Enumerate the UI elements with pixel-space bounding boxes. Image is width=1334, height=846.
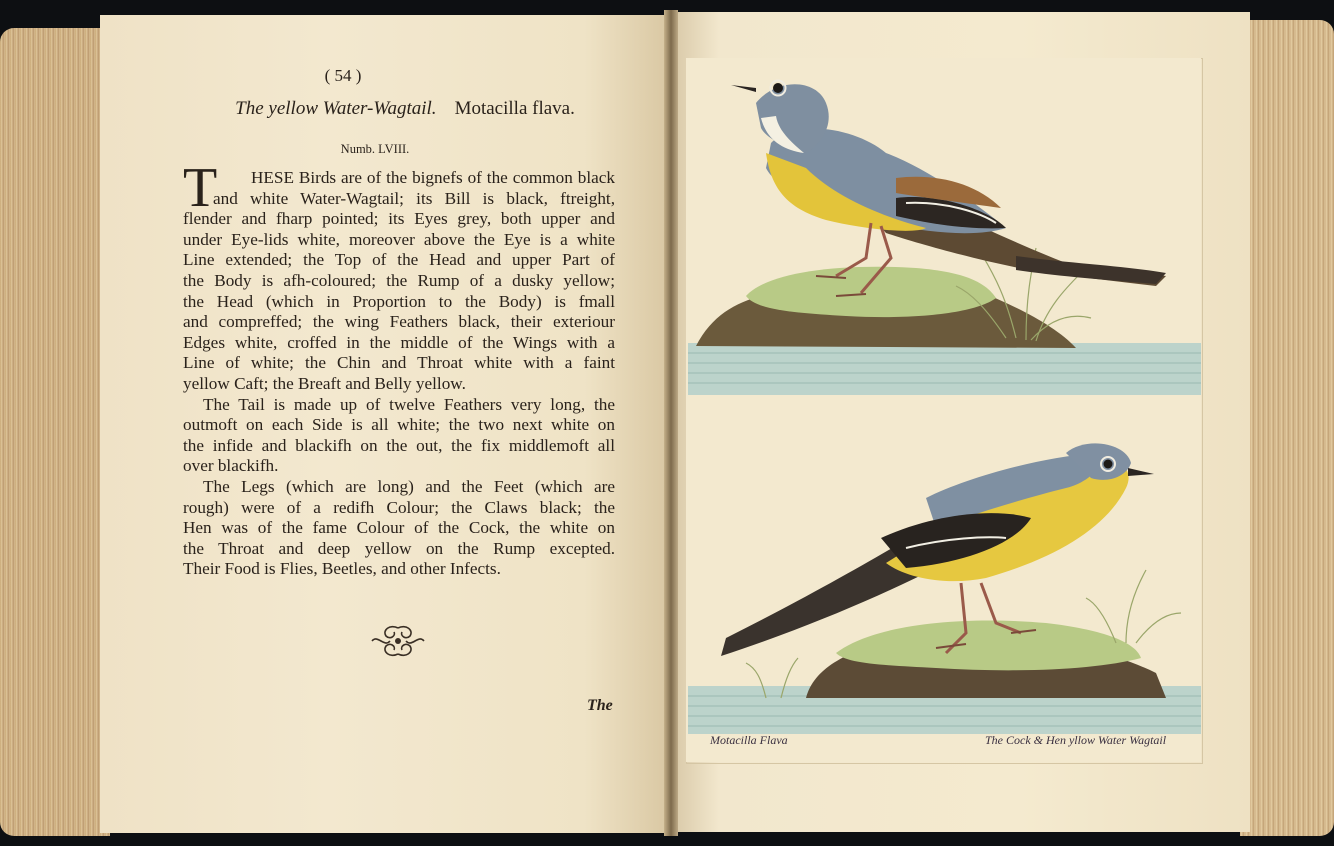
text-line: over blackifh. xyxy=(183,456,279,476)
book-gutter xyxy=(664,10,678,836)
text-line: the Throat and deep yellow on the Rump excepted. xyxy=(183,538,615,558)
left-page-edges xyxy=(0,28,110,836)
text-line: the Body is afh-coloured; the Rump of a dusky yellow; xyxy=(183,270,615,290)
text-line: The Legs (which are long) and the Feet (which are xyxy=(203,476,615,496)
text-line: HESE Birds are of the bignefs of the common black xyxy=(251,168,615,187)
ornament-icon xyxy=(368,622,428,660)
entry-number: Numb. LVIII. xyxy=(340,142,410,156)
text-line: Hen was of the fame Colour of the Cock, the white on xyxy=(183,518,615,538)
text-line: Their Food is Flies, Beetles, and other Infects. xyxy=(183,559,501,579)
page-title xyxy=(175,98,635,120)
text-line: the Head (which in Proportion to the Body) is fmall xyxy=(183,291,615,311)
plate-caption-english: The Cock & Hen yllow Water Wagtail xyxy=(985,733,1167,747)
text-line: under Eye-lids white, moreover above the Eye is a white xyxy=(183,229,615,249)
text-line: Line extended; the Top of the Head and upper Part of xyxy=(183,250,615,270)
text-line: Line of white; the Chin and Throat white with a faint xyxy=(183,353,615,373)
drop-cap: T xyxy=(183,157,218,219)
text-line: the infide and blackifh on the out, the fix middlemoft all xyxy=(183,435,615,455)
text-line: and compreffed; the wing Feathers black, their exteriour xyxy=(183,312,615,332)
title-latin: Motacilla flava. xyxy=(454,98,575,119)
right-page-edges xyxy=(1240,20,1334,836)
title-english: The yellow Water-Wagtail. xyxy=(235,98,437,119)
catchword: The xyxy=(587,697,613,714)
upper-water xyxy=(688,343,1201,395)
plate-caption-latin: Motacilla Flava xyxy=(710,733,788,747)
text-line: rough) were of a redifh Colour; the Claws black; the xyxy=(183,497,615,517)
text-line: Edges white, croffed in the middle of the Wings with a xyxy=(183,332,615,352)
text-line: The Tail is made up of twelve Feathers very long, the xyxy=(203,394,615,414)
bird-illustration xyxy=(686,58,1201,762)
text-line: yellow Caft; the Breaft and Belly yellow. xyxy=(183,373,466,393)
body-text xyxy=(183,168,615,580)
text-line: outmoft on each Side is all white; the two next white on xyxy=(183,415,615,435)
text-line: and white Water-Wagtail; its Bill is black, ftreight, xyxy=(213,188,615,208)
page-number: ( 54 ) xyxy=(324,66,362,85)
text-line: flender and fharp pointed; its Eyes grey, both upper and xyxy=(183,209,615,229)
